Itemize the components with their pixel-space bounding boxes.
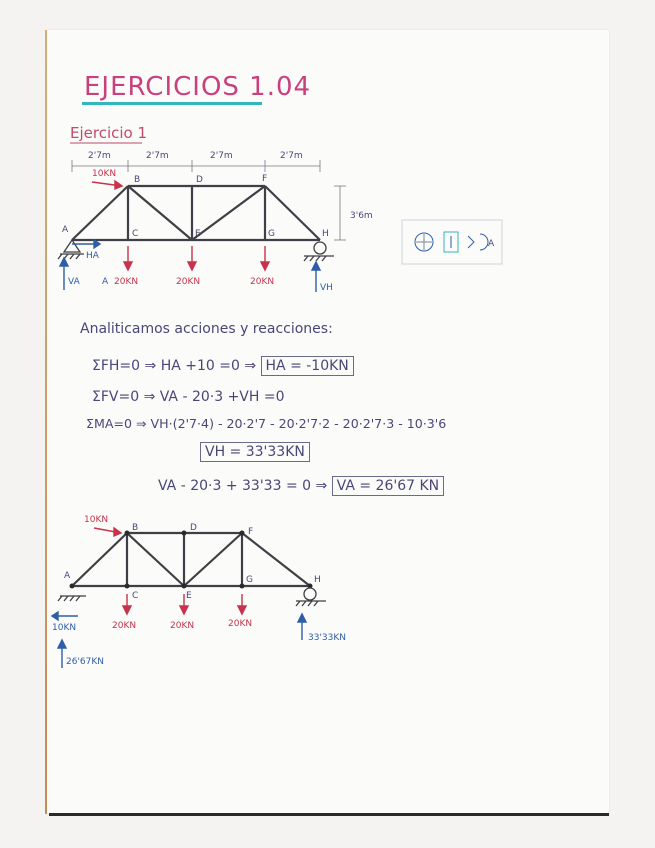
truss-2 — [72, 533, 310, 586]
equation-sum-fv: ΣFV=0 ⇒ VA - 20·3 +VH =0 — [92, 389, 285, 405]
t2-load-top-label: 10KN — [84, 515, 109, 525]
support-h-roller — [304, 242, 334, 261]
node-label-f: F — [262, 174, 268, 184]
page-title: EJERCICIOS 1.04 — [84, 72, 312, 102]
span-label-2: 2'7m — [146, 151, 169, 161]
span-label-1: 2'7m — [88, 151, 111, 161]
node-label-c: C — [132, 229, 139, 239]
t2-load-c-label: 20KN — [112, 621, 137, 631]
exercise-subtitle: Ejercicio 1 — [70, 124, 148, 142]
t2-node-label-g: G — [246, 575, 253, 585]
result-ha: HA = -10KN — [261, 356, 354, 376]
support-a-pin — [58, 240, 84, 259]
truss-2-supports — [58, 588, 326, 606]
equation-sum-fh-text: ΣFH=0 ⇒ HA +10 =0 ⇒ — [92, 358, 257, 374]
t2-load-g-label: 20KN — [228, 619, 253, 629]
node-label-b: B — [134, 175, 141, 185]
sign-convention-legend — [402, 220, 502, 264]
node-label-e: E — [195, 229, 201, 239]
load-g-label: 20KN — [250, 277, 275, 287]
t2-node-label-b: B — [132, 523, 139, 533]
t2-node-label-h: H — [314, 575, 321, 585]
t2-node-label-d: D — [190, 523, 197, 533]
result-vh: VH = 33'33KN — [200, 442, 310, 462]
load-c-label: 20KN — [114, 277, 139, 287]
truss-2-load-arrows — [94, 528, 246, 614]
t2-reaction-h-label: 10KN — [52, 623, 77, 633]
t2-reaction-va-label: 26'67KN — [66, 657, 105, 667]
equation-va — [158, 476, 444, 496]
load-e-label: 20KN — [176, 277, 201, 287]
t2-node-label-f: F — [248, 527, 254, 537]
t2-reaction-vh-label: 33'33KN — [308, 633, 347, 643]
equation-va-text: VA - 20·3 + 33'33 = 0 ⇒ — [158, 478, 328, 494]
node-label-d: D — [196, 175, 203, 185]
legend-a-label: A — [488, 239, 495, 249]
calc-heading: Analiticamos acciones y reacciones: — [80, 321, 333, 337]
height-label: 3'6m — [350, 211, 373, 221]
t2-node-label-a: A — [64, 571, 71, 581]
equation-sum-ma: ΣMA=0 ⇒ VH·(2'7·4) - 20·2'7 - 20·2'7·2 - 20·2'7·3 - 10·3'6 — [86, 416, 447, 431]
t2-node-label-c: C — [132, 591, 139, 601]
result-vh-line — [200, 442, 310, 462]
equation-sum-fh — [92, 356, 354, 376]
t2-load-e-label: 20KN — [170, 621, 195, 631]
t2-node-label-e: E — [186, 591, 192, 601]
ha-label: HA — [86, 251, 99, 261]
node-label-h: H — [322, 229, 329, 239]
result-va: VA = 26'67 KN — [332, 476, 444, 496]
va-label: VA — [68, 277, 80, 287]
a-moment-label: A — [102, 277, 109, 287]
node-label-a: A — [62, 225, 69, 235]
load-top-label: 10KN — [92, 169, 117, 179]
span-label-4: 2'7m — [280, 151, 303, 161]
node-label-g: G — [268, 229, 275, 239]
span-label-3: 2'7m — [210, 151, 233, 161]
vh-label: VH — [320, 283, 333, 293]
